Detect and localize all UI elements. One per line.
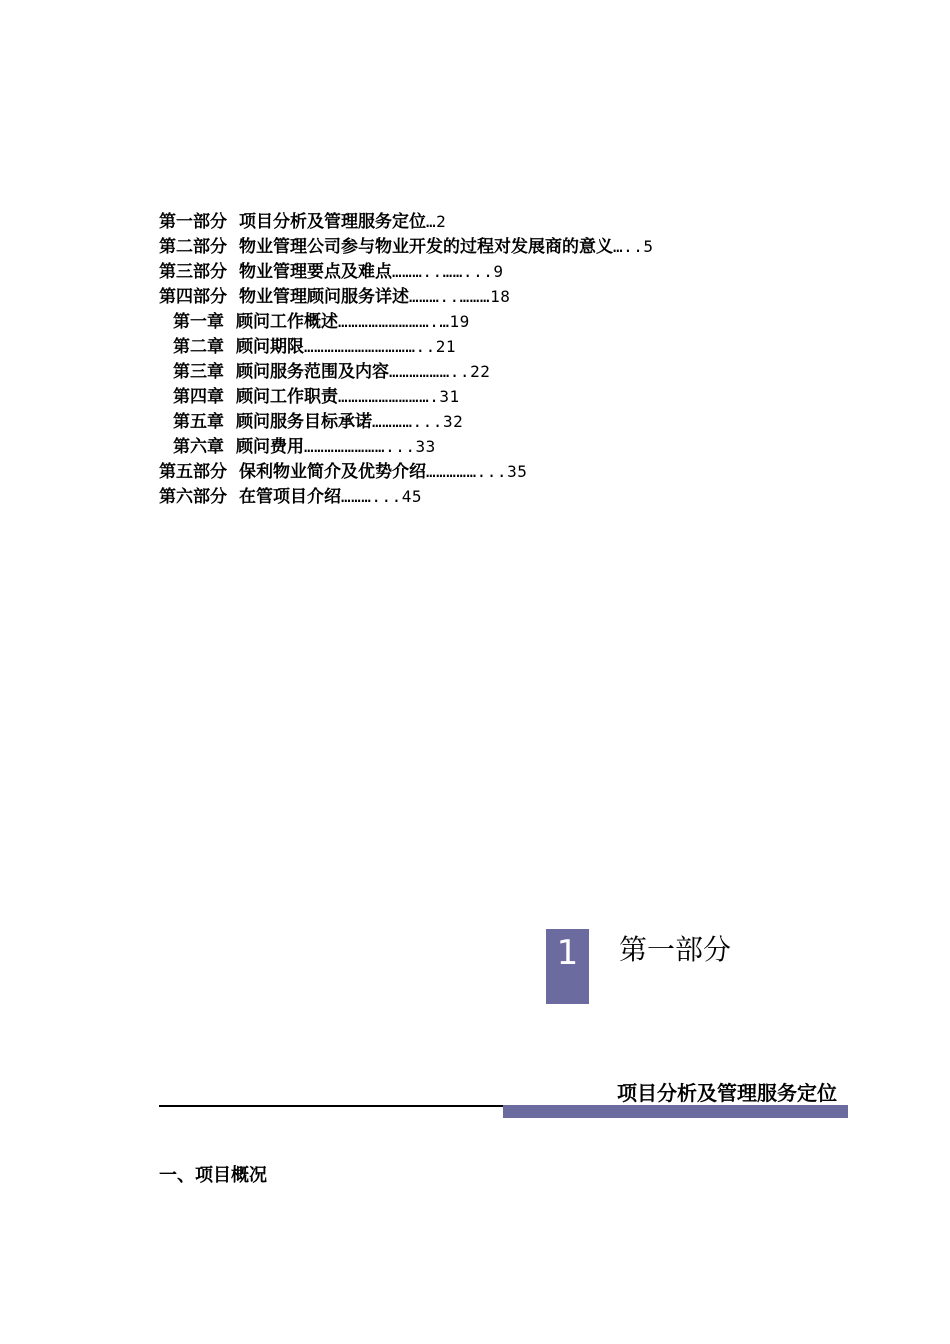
toc-entry-label: 第二部分 <box>159 237 227 257</box>
toc-entry-label: 第四部分 <box>159 287 227 307</box>
toc-entry-title: 顾问费用 <box>236 437 304 457</box>
toc-entry-title: 物业管理顾问服务详述 <box>239 287 409 307</box>
toc-entry-leader: … <box>426 212 437 231</box>
toc-entry-label: 第二章 <box>173 337 224 357</box>
toc-entry-leader: ………………………. <box>338 387 440 406</box>
toc-entry-label: 第三部分 <box>159 262 227 282</box>
toc-entry <box>159 209 859 234</box>
toc-entry-label: 第六章 <box>173 437 224 457</box>
part-number-box <box>546 929 589 1004</box>
toc-entry-leader: ….. <box>613 237 644 256</box>
toc-entry-title: 物业管理公司参与物业开发的过程对发展商的意义 <box>239 237 613 257</box>
toc-entry-leader: ………..……… <box>409 287 491 306</box>
toc-entry-page: 2 <box>436 212 447 231</box>
toc-entry <box>159 409 859 434</box>
toc-entry <box>159 309 859 334</box>
toc-entry-page: 18 <box>490 287 511 306</box>
toc-entry-label: 第一部分 <box>159 212 227 232</box>
toc-entry-leader: ……………….. <box>389 362 471 381</box>
toc-entry-label: 第五部分 <box>159 462 227 482</box>
toc-entry-label: 第四章 <box>173 387 224 407</box>
toc-entry-label: 第三章 <box>173 362 224 382</box>
toc-entry <box>159 434 859 459</box>
toc-entry-title: 顾问服务范围及内容 <box>236 362 389 382</box>
section-rule-thin <box>159 1105 503 1107</box>
toc-entry-title: 顾问工作职责 <box>236 387 338 407</box>
toc-entry-leader: …………... <box>372 412 443 431</box>
toc-entry-title: 项目分析及管理服务定位 <box>239 212 426 232</box>
toc-entry <box>159 359 859 384</box>
toc-entry-page: 31 <box>439 387 460 406</box>
heading-project-overview: 一、项目概况 <box>159 1165 267 1186</box>
toc-entry-page: 19 <box>449 312 470 331</box>
toc-entry <box>159 484 859 509</box>
toc-entry-label: 第六部分 <box>159 487 227 507</box>
toc-entry-title: 顾问期限 <box>236 337 304 357</box>
toc-entry-leader: ……………………... <box>304 437 416 456</box>
table-of-contents <box>159 209 859 509</box>
toc-entry <box>159 459 859 484</box>
section-rule-accent <box>503 1105 848 1118</box>
toc-entry-page: 21 <box>435 337 456 356</box>
toc-entry-leader: ……………………….… <box>338 312 450 331</box>
toc-entry <box>159 284 859 309</box>
toc-entry-title: 顾问服务目标承诺 <box>236 412 372 432</box>
toc-entry-label: 第五章 <box>173 412 224 432</box>
toc-entry-leader: ………... <box>341 487 402 506</box>
toc-entry <box>159 384 859 409</box>
toc-entry <box>159 259 859 284</box>
toc-entry-title: 保利物业简介及优势介绍 <box>239 462 426 482</box>
toc-entry <box>159 234 859 259</box>
toc-entry-page: 33 <box>415 437 436 456</box>
toc-entry-title: 物业管理要点及难点 <box>239 262 392 282</box>
section-title: 项目分析及管理服务定位 <box>617 1081 837 1105</box>
toc-entry <box>159 334 859 359</box>
toc-entry-leader: ……………... <box>426 462 508 481</box>
toc-entry-page: 9 <box>493 262 504 281</box>
toc-entry-page: 5 <box>643 237 654 256</box>
toc-entry-page: 35 <box>507 462 528 481</box>
toc-entry-page: 32 <box>442 412 464 431</box>
toc-entry-title: 顾问工作概述 <box>236 312 338 332</box>
part-title: 第一部分 <box>619 933 732 966</box>
toc-entry-leader: ………..……... <box>392 262 494 281</box>
toc-entry-page: 45 <box>401 487 423 506</box>
toc-entry-title: 在管项目介绍 <box>239 487 341 507</box>
toc-entry-label: 第一章 <box>173 312 224 332</box>
toc-entry-leader: …………………………….. <box>304 337 436 356</box>
toc-entry-page: 22 <box>470 362 491 381</box>
part-number: 1 <box>556 933 579 973</box>
